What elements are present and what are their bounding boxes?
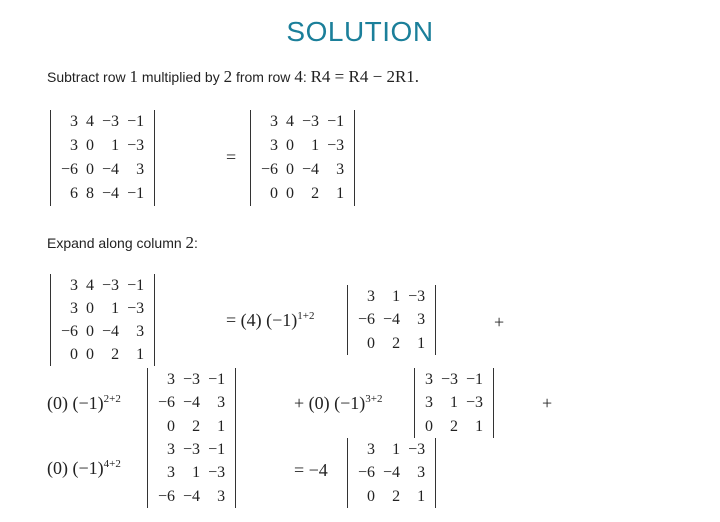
matrix-row [354, 461, 429, 484]
term1-exponent: 1+2 [297, 310, 315, 322]
matrix-row [57, 158, 148, 182]
matrix-row [257, 182, 348, 206]
determinant-main [50, 274, 155, 366]
matrix-row [57, 274, 148, 297]
matrix-cell: 0 [86, 161, 95, 178]
term4-prefix [47, 458, 121, 479]
matrix-cell: 3 [417, 464, 426, 482]
matrix-cell: 3 [70, 113, 79, 130]
matrix-cell: 0 [367, 334, 376, 352]
term2-coefficient: (0) (−1) [47, 393, 104, 413]
term3-coefficient: + (0) (−1) [294, 393, 366, 413]
matrix-cell: 3 [425, 371, 433, 388]
matrix-cell: −4 [102, 185, 120, 202]
matrix-cell: 2 [392, 487, 401, 505]
matrix-cell: 2 [311, 185, 320, 202]
matrix-row [354, 438, 429, 461]
matrix-cell: 3 [167, 371, 176, 388]
matrix-cell: 0 [286, 137, 295, 154]
term2-exponent: 2+2 [103, 393, 121, 405]
matrix-cell: −6 [158, 394, 176, 412]
matrix-cell: 1 [417, 334, 426, 352]
matrix-cell: 1 [111, 137, 120, 154]
matrix-cell: −1 [208, 441, 226, 458]
term3-prefix [294, 393, 383, 414]
term2-minor [147, 368, 236, 438]
matrix-cell: 3 [217, 487, 226, 505]
matrix-row [57, 343, 148, 366]
term3-plus: + [542, 393, 553, 413]
matrix-cell: 3 [270, 137, 279, 154]
matrix-cell: 3 [336, 161, 345, 178]
matrix-cell: −6 [158, 487, 176, 505]
matrix-row [354, 285, 429, 308]
matrix-cell: 0 [86, 323, 95, 340]
matrix-cell: 1 [217, 417, 226, 435]
matrix-cell: 1 [336, 185, 345, 202]
equals-sign: = [226, 147, 237, 167]
matrix-row [154, 461, 229, 484]
step2-label: Expand along column [47, 235, 186, 251]
result-minor [347, 438, 436, 508]
matrix-row [257, 110, 348, 134]
matrix-cell: 0 [286, 185, 295, 202]
matrix-cell: −3 [302, 113, 320, 130]
matrix-cell: −4 [383, 464, 401, 482]
matrix-cell: 1 [192, 464, 201, 482]
step2-column: 2 [185, 233, 195, 252]
term3-minor [414, 368, 494, 438]
matrix-row [257, 134, 348, 158]
matrix-cell: −1 [208, 371, 226, 388]
matrix-cell: −3 [408, 441, 426, 458]
matrix-cell: −4 [302, 161, 320, 178]
matrix-cell: 0 [425, 417, 433, 435]
matrix-cell: 3 [367, 441, 376, 458]
matrix-cell: −6 [61, 323, 79, 340]
matrix-cell: 1 [136, 346, 145, 363]
matrix-row [421, 368, 487, 391]
matrix-cell: −4 [183, 487, 201, 505]
matrix-cell: 6 [70, 185, 79, 202]
page-title: SOLUTION [286, 16, 434, 47]
matrix-cell: −6 [261, 161, 279, 178]
matrix-cell: −1 [127, 277, 145, 294]
matrix-cell: −3 [102, 113, 120, 130]
term3-exponent: 3+2 [365, 393, 383, 405]
matrix-row [421, 391, 487, 414]
matrix-cell: 3 [425, 394, 433, 412]
matrix-cell: 4 [86, 113, 95, 130]
matrix-row [57, 110, 148, 134]
step2-colon: : [194, 235, 198, 251]
term4-minor [147, 438, 236, 508]
matrix-cell: 2 [392, 334, 401, 352]
term2-prefix [47, 393, 121, 414]
step1-factor: 2 [223, 67, 233, 86]
matrix-cell: 3 [167, 441, 176, 458]
matrix-cell: 1 [417, 487, 426, 505]
matrix-cell: 0 [167, 417, 176, 435]
matrix-cell: −3 [183, 441, 201, 458]
matrix-cell: −4 [102, 161, 120, 178]
matrix-cell: 4 [286, 113, 295, 130]
determinant-original [50, 110, 155, 206]
matrix-cell: 0 [70, 346, 79, 363]
matrix-cell: 1 [392, 441, 401, 458]
term1-minor [347, 285, 436, 355]
matrix-cell: 3 [167, 464, 176, 482]
matrix-cell: 3 [136, 161, 145, 178]
step1-text [47, 67, 419, 87]
step1-row-b: 4 [294, 67, 303, 86]
result-prefix: = −4 [294, 460, 328, 480]
matrix-cell: 1 [475, 417, 484, 435]
matrix-cell: −1 [127, 185, 145, 202]
matrix-cell: 3 [270, 113, 279, 130]
matrix-row [154, 415, 229, 438]
term4-coefficient: (0) (−1) [47, 458, 104, 478]
matrix-cell: −4 [102, 323, 120, 340]
matrix-cell: 0 [367, 487, 376, 505]
matrix-cell: 3 [417, 311, 426, 329]
matrix-cell: −3 [127, 137, 145, 154]
matrix-row [421, 415, 487, 438]
matrix-cell: 1 [450, 394, 459, 412]
matrix-row [57, 134, 148, 158]
matrix-row [354, 485, 429, 508]
matrix-cell: −3 [208, 464, 226, 482]
matrix-row [57, 297, 148, 320]
step1-formula: R4 = R4 − 2R1. [310, 67, 420, 86]
matrix-cell: −4 [183, 394, 201, 412]
matrix-cell: −3 [441, 371, 459, 388]
matrix-cell: 0 [86, 346, 95, 363]
matrix-cell: 3 [367, 288, 376, 305]
matrix-row [154, 438, 229, 461]
matrix-cell: −3 [408, 288, 426, 305]
matrix-cell: −6 [358, 464, 376, 482]
matrix-cell: −6 [61, 161, 79, 178]
matrix-cell: −3 [466, 394, 484, 412]
matrix-row [354, 308, 429, 331]
matrix-cell: 8 [86, 185, 95, 202]
matrix-cell: 1 [311, 137, 320, 154]
step1-label-b: multiplied by [137, 69, 224, 85]
matrix-cell: 0 [286, 161, 295, 178]
matrix-cell: −3 [127, 300, 145, 317]
matrix-row [257, 158, 348, 182]
matrix-cell: 3 [70, 300, 79, 317]
matrix-row [154, 391, 229, 414]
matrix-cell: 4 [86, 277, 95, 294]
matrix-cell: −6 [358, 311, 376, 329]
matrix-cell: 3 [136, 323, 145, 340]
matrix-cell: 0 [86, 300, 95, 317]
term1-plus: + [494, 312, 505, 332]
matrix-cell: −4 [383, 311, 401, 329]
matrix-row [154, 485, 229, 508]
step1-row-a: 1 [129, 67, 138, 86]
term1-coefficient: = (4) (−1) [226, 310, 298, 330]
matrix-cell: −1 [127, 113, 145, 130]
matrix-cell: 2 [192, 417, 201, 435]
matrix-cell: 2 [111, 346, 120, 363]
determinant-after-row-op [250, 110, 355, 206]
term4-exponent: 4+2 [103, 458, 121, 470]
matrix-cell: −1 [327, 113, 345, 130]
step1-label-d: : [302, 69, 311, 85]
matrix-row [354, 332, 429, 355]
step1-label-c: from row [232, 69, 295, 85]
matrix-cell: 3 [70, 137, 79, 154]
step2-text [47, 233, 198, 253]
matrix-cell: −3 [102, 277, 120, 294]
matrix-cell: −1 [466, 371, 484, 388]
matrix-cell: 3 [70, 277, 79, 294]
matrix-cell: 1 [111, 300, 120, 317]
matrix-row [154, 368, 229, 391]
step1-label-a: Subtract row [47, 69, 130, 85]
matrix-cell: 1 [392, 288, 401, 305]
matrix-cell: 0 [86, 137, 95, 154]
matrix-cell: −3 [183, 371, 201, 388]
matrix-row [57, 320, 148, 343]
term1-prefix [226, 310, 315, 331]
matrix-row [57, 182, 148, 206]
matrix-cell: 2 [450, 417, 459, 435]
matrix-cell: 0 [270, 185, 279, 202]
matrix-cell: −3 [327, 137, 345, 154]
matrix-cell: 3 [217, 394, 226, 412]
